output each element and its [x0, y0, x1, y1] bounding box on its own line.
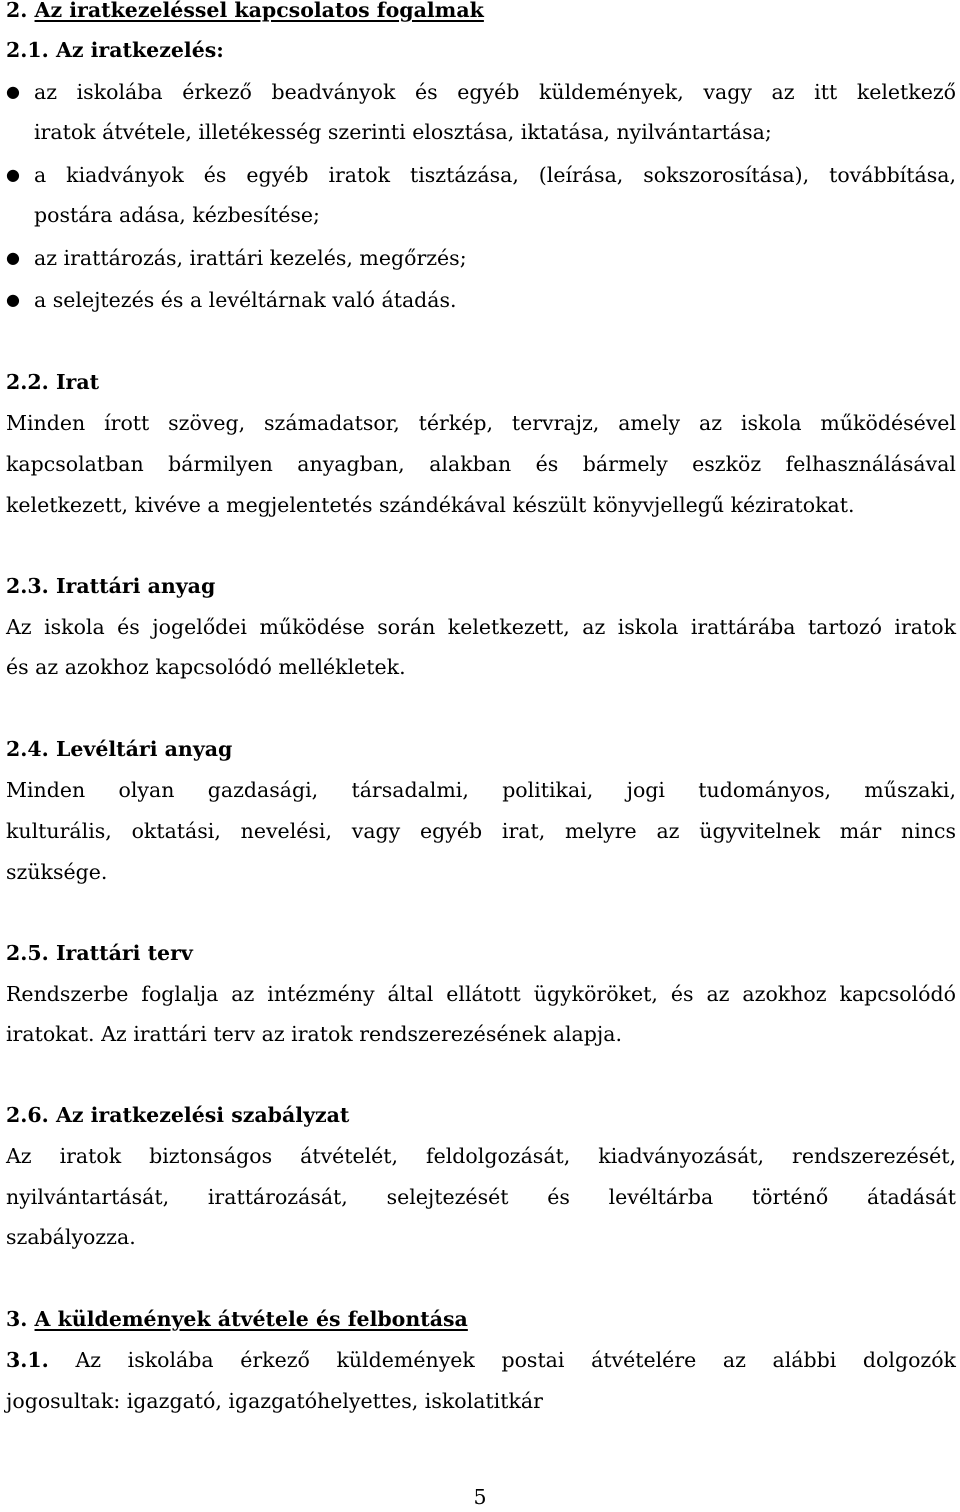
paragraph-line: Az iratok biztonságos átvételét, feldolgozását, kiadványozását, rendszerezését, [6, 1144, 956, 1168]
bullet-icon: ● [6, 82, 20, 101]
section-heading [6, 0, 956, 25]
subsection-title: Az iratkezelés: [55, 38, 224, 62]
bullet-line: az irattározás, irattári kezelés, megőrzés; [34, 246, 467, 270]
paragraph-line: Rendszerbe foglalja az intézmény által ellátott ügyköröket, és az azokhoz kapcsolódó [6, 982, 956, 1006]
subsection-number: 2.3. [6, 574, 49, 598]
bullet-icon: ● [6, 290, 20, 309]
section-number: 2. [6, 0, 28, 22]
bullet-line: postára adása, kézbesítése; [34, 203, 320, 227]
subsection-number: 2.6. [6, 1103, 49, 1127]
paragraph-line: iratokat. Az irattári terv az iratok rendszerezésének alapja. [6, 1022, 622, 1046]
subsection-heading [6, 734, 956, 764]
subsection-heading [6, 367, 956, 397]
section-title: A küldemények átvétele és felbontása [34, 1307, 468, 1331]
subsection-title: Irattári terv [55, 941, 193, 965]
section-number: 3. [6, 1307, 28, 1331]
paragraph-line: Minden írott szöveg, számadatsor, térkép, tervrajz, amely az iskola működésével [6, 411, 956, 435]
paragraph-line: szabályozza. [6, 1225, 136, 1249]
bullet-line: iratok átvétele, illetékesség szerinti elosztása, iktatása, nyilvántartása; [34, 120, 772, 144]
subsection-number: 2.5. [6, 941, 49, 965]
bullet-line: az iskolába érkező beadványok és egyéb küldemények, vagy az itt keletkező [34, 80, 956, 104]
paragraph-line: Minden olyan gazdasági, társadalmi, politikai, jogi tudományos, műszaki, [6, 778, 956, 802]
bullet-line: a selejtezés és a levéltárnak való átadás. [34, 288, 457, 312]
paragraph-line: kapcsolatban bármilyen anyagban, alakban és bármely eszköz felhasználásával [6, 452, 956, 476]
subsection-title: Levéltári anyag [55, 737, 233, 761]
bullet-line: a kiadványok és egyéb iratok tisztázása, (leírása, sokszorosítása), továbbítása, [34, 163, 956, 187]
subsection-number: 2.2. [6, 370, 49, 394]
subsection-title: Az iratkezelési szabályzat [55, 1103, 350, 1127]
paragraph-line: Az iskola és jogelődei működése során keletkezett, az iskola irattárába tartozó iratok [6, 615, 956, 639]
subsection-title: Irattári anyag [55, 574, 216, 598]
paragraph-line: jogosultak: igazgató, igazgatóhelyettes, iskolatitkár [6, 1389, 543, 1413]
paragraph-line: keletkezett, kivéve a megjelentetés szándékával készült könyvjellegű kéziratokat. [6, 493, 855, 517]
paragraph-line: kulturális, oktatási, nevelési, vagy egyéb irat, melyre az ügyvitelnek már nincs [6, 819, 956, 843]
paragraph-text: Az iskolába érkező küldemények postai átvételére az alábbi dolgozók [75, 1348, 956, 1372]
subsection-title: Irat [55, 370, 100, 394]
paragraph-line: és az azokhoz kapcsolódó mellékletek. [6, 655, 406, 679]
subsection-heading [6, 571, 956, 601]
paragraph-line: nyilvántartását, irattározását, selejtezését és levéltárba történő átadását [6, 1185, 956, 1209]
subsection-number: 2.4. [6, 737, 49, 761]
subsection-number: 3.1. [6, 1348, 49, 1372]
paragraph-line [6, 1345, 956, 1375]
paragraph-line: szüksége. [6, 860, 108, 884]
subsection-heading [6, 1100, 956, 1130]
section-heading [6, 1304, 956, 1334]
bullet-icon: ● [6, 248, 20, 267]
subsection-heading [6, 938, 956, 968]
subsection-heading [6, 35, 956, 65]
subsection-number: 2.1. [6, 38, 49, 62]
bullet-icon: ● [6, 165, 20, 184]
section-title: Az iratkezeléssel kapcsolatos fogalmak [34, 0, 484, 22]
page-number: 5 [473, 1485, 487, 1509]
